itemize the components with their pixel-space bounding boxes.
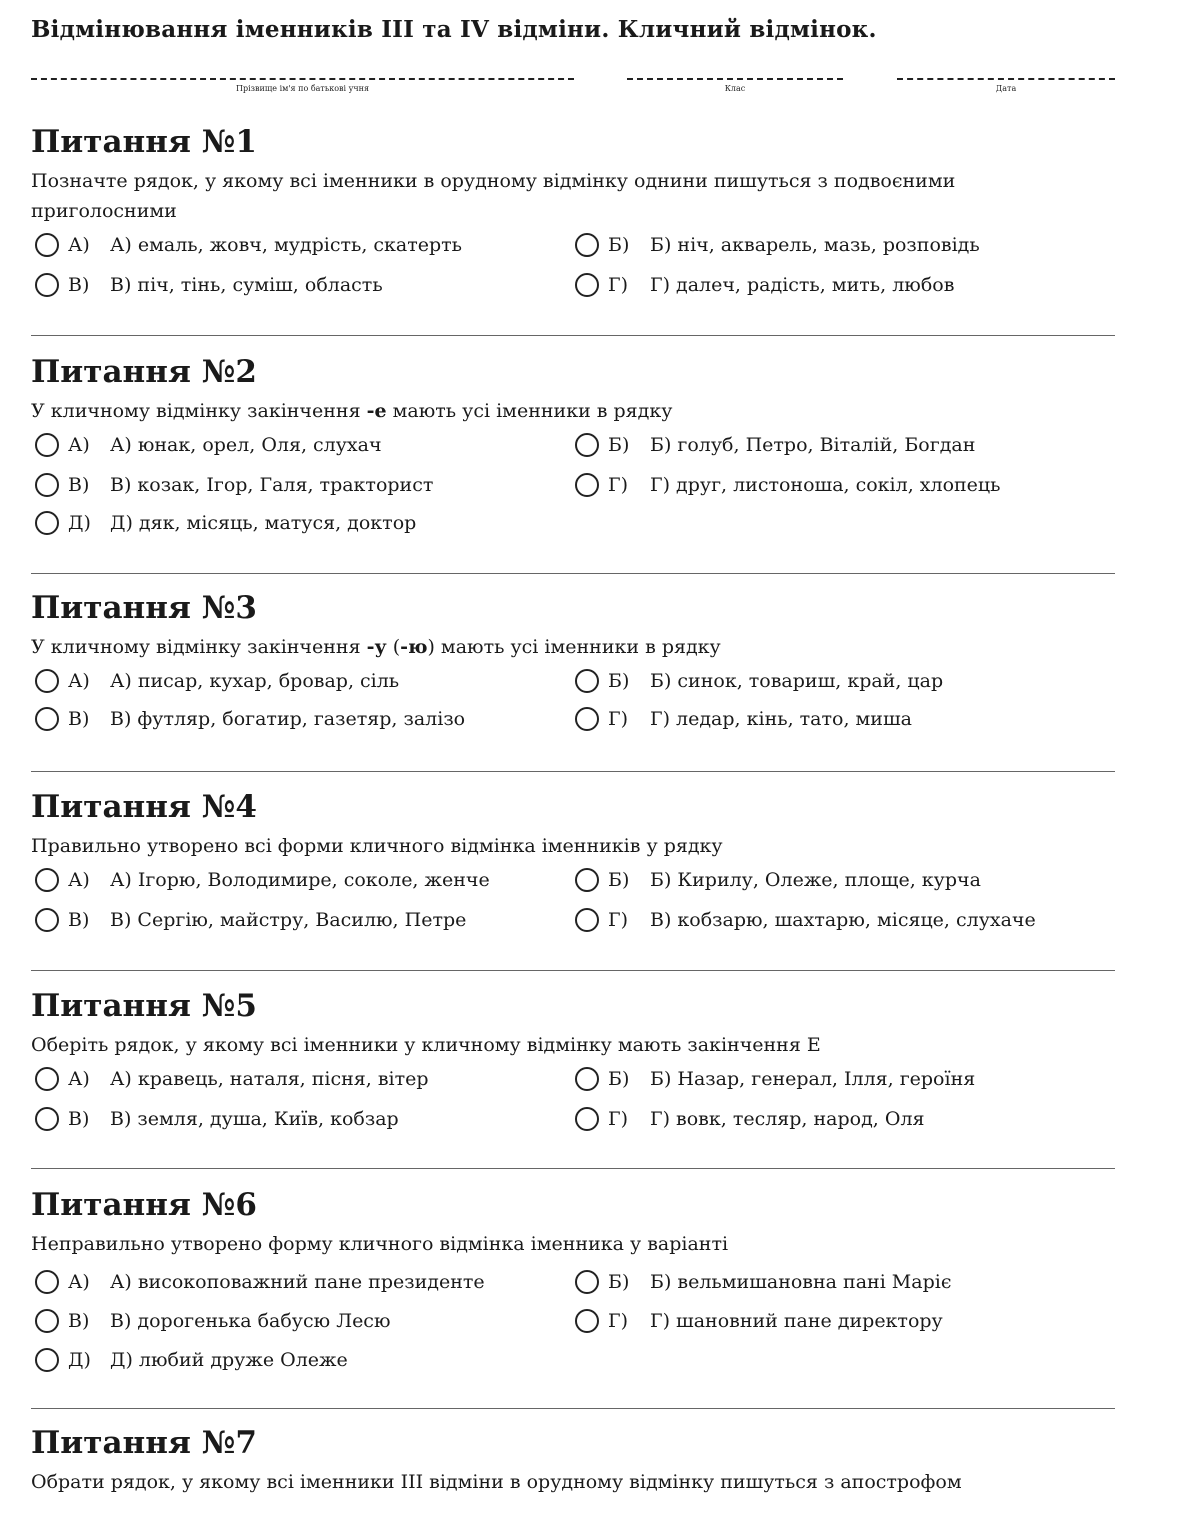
- option-a[interactable]: [35, 1064, 429, 1094]
- option-a[interactable]: [35, 230, 462, 260]
- option-text: Б) Назар, генерал, Ілля, героїня: [650, 1068, 976, 1090]
- question-heading: Питання №6: [31, 1187, 257, 1223]
- question-4: [31, 789, 1115, 945]
- option-letter: Д): [68, 512, 91, 534]
- option-letter: А): [68, 869, 90, 891]
- divider: [31, 573, 1115, 574]
- options-group: [31, 230, 1115, 310]
- option-a[interactable]: [35, 865, 490, 895]
- option-d[interactable]: [35, 1345, 348, 1375]
- options-group: [31, 430, 1115, 548]
- question-heading: Питання №7: [31, 1425, 257, 1461]
- option-g[interactable]: [575, 704, 912, 734]
- option-text: Б) Кирилу, Олеже, площе, курча: [650, 869, 981, 891]
- radio-button[interactable]: [35, 433, 59, 457]
- date-label: Дата: [995, 84, 1017, 93]
- option-text: Б) ніч, акварель, мазь, розповідь: [650, 234, 980, 256]
- option-text: А) юнак, орел, Оля, слухач: [110, 434, 382, 456]
- radio-button[interactable]: [575, 1270, 599, 1294]
- question-1: [31, 124, 1115, 310]
- option-letter: В): [68, 1108, 90, 1130]
- option-text: Б) голуб, Петро, Віталій, Богдан: [650, 434, 976, 456]
- radio-button[interactable]: [35, 1309, 59, 1333]
- radio-button[interactable]: [35, 1107, 59, 1131]
- radio-button[interactable]: [575, 233, 599, 257]
- radio-button[interactable]: [575, 669, 599, 693]
- option-letter: Б): [608, 670, 630, 692]
- options-group: [31, 865, 1115, 945]
- option-g[interactable]: [575, 1104, 925, 1134]
- option-letter: Г): [608, 909, 628, 931]
- option-g[interactable]: [575, 270, 954, 300]
- option-v[interactable]: [35, 704, 465, 734]
- question-heading: Питання №3: [31, 590, 257, 626]
- question-text: У кличному відмінку закінчення -е мають усі іменники в рядку: [31, 400, 673, 422]
- option-text: В) земля, душа, Київ, кобзар: [110, 1108, 399, 1130]
- radio-button[interactable]: [575, 473, 599, 497]
- document-title: Відмінювання іменників ІІІ та IV відміни. Кличний відмінок.: [31, 16, 877, 43]
- radio-button[interactable]: [35, 908, 59, 932]
- radio-button[interactable]: [575, 1107, 599, 1131]
- divider: [31, 1408, 1115, 1409]
- question-5: [31, 988, 1115, 1144]
- divider: [31, 771, 1115, 772]
- option-d[interactable]: [35, 508, 416, 538]
- option-letter: В): [68, 909, 90, 931]
- radio-button[interactable]: [35, 1067, 59, 1091]
- option-text: В) козак, Ігор, Галя, тракторист: [110, 474, 434, 496]
- question-heading: Питання №4: [31, 789, 257, 825]
- option-a[interactable]: [35, 666, 399, 696]
- question-text: Правильно утворено всі форми кличного відмінка іменників у рядку: [31, 835, 723, 857]
- options-group: [31, 1263, 1115, 1381]
- class-line[interactable]: [627, 62, 843, 80]
- divider: [31, 970, 1115, 971]
- option-text: В) піч, тінь, суміш, область: [110, 274, 383, 296]
- option-b[interactable]: [575, 430, 975, 460]
- option-text: А) високоповажний пане президенте: [110, 1271, 485, 1293]
- radio-button[interactable]: [575, 273, 599, 297]
- class-label: Клас: [724, 84, 746, 93]
- question-heading: Питання №1: [31, 124, 257, 160]
- radio-button[interactable]: [35, 707, 59, 731]
- option-text: В) футляр, богатир, газетяр, залізо: [110, 708, 466, 730]
- option-v[interactable]: [35, 1104, 399, 1134]
- option-letter: Г): [608, 474, 628, 496]
- option-letter: Б): [608, 234, 630, 256]
- radio-button[interactable]: [35, 233, 59, 257]
- option-text: Г) ледар, кінь, тато, миша: [650, 708, 912, 730]
- question-3: [31, 590, 1115, 744]
- option-letter: Г): [608, 708, 628, 730]
- option-g[interactable]: [575, 1306, 943, 1336]
- option-text: В) Сергію, майстру, Василю, Петре: [110, 909, 467, 931]
- option-letter: Г): [608, 1310, 628, 1332]
- options-group: [31, 1064, 1115, 1144]
- question-text: Позначте рядок, у якому всі іменники в орудному відмінку однини пишуться з подвоєними приголосними: [31, 170, 956, 222]
- option-letter: А): [68, 434, 90, 456]
- option-letter: А): [68, 1068, 90, 1090]
- option-text: Г) далеч, радість, мить, любов: [650, 274, 955, 296]
- option-a[interactable]: [35, 1267, 485, 1297]
- radio-button[interactable]: [35, 1348, 59, 1372]
- option-letter: В): [68, 1310, 90, 1332]
- option-text: Д) дяк, місяць, матуся, доктор: [110, 512, 417, 534]
- radio-button[interactable]: [575, 1067, 599, 1091]
- radio-button[interactable]: [575, 707, 599, 731]
- divider: [31, 335, 1115, 336]
- option-letter: Д): [68, 1349, 91, 1371]
- option-v[interactable]: [35, 1306, 391, 1336]
- option-v[interactable]: [35, 470, 433, 500]
- radio-button[interactable]: [35, 473, 59, 497]
- option-text: Г) вовк, тесляр, народ, Оля: [650, 1108, 925, 1130]
- option-letter: Б): [608, 869, 630, 891]
- option-text: Д) любий друже Олеже: [110, 1349, 348, 1371]
- student-name-field[interactable]: [31, 62, 574, 93]
- student-name-line[interactable]: [31, 62, 574, 80]
- question-2: [31, 354, 1115, 548]
- option-a[interactable]: [35, 430, 382, 460]
- option-b[interactable]: [575, 865, 981, 895]
- radio-button[interactable]: [575, 908, 599, 932]
- option-text: А) емаль, жовч, мудрість, скатерть: [110, 234, 463, 256]
- option-b[interactable]: [575, 1267, 951, 1297]
- option-v[interactable]: [35, 270, 383, 300]
- option-letter: А): [68, 1271, 90, 1293]
- question-6: [31, 1187, 1115, 1381]
- option-text: В) кобзарю, шахтарю, місяце, слухаче: [650, 909, 1036, 931]
- option-letter: В): [68, 708, 90, 730]
- option-b[interactable]: [575, 1064, 975, 1094]
- option-letter: Б): [608, 1271, 630, 1293]
- radio-button[interactable]: [575, 868, 599, 892]
- option-b[interactable]: [575, 666, 943, 696]
- option-letter: А): [68, 234, 90, 256]
- radio-button[interactable]: [35, 511, 59, 535]
- question-text: У кличному відмінку закінчення -у (-ю) мають усі іменники в рядку: [31, 636, 721, 658]
- option-letter: Б): [608, 1068, 630, 1090]
- question-heading: Питання №2: [31, 354, 257, 390]
- radio-button[interactable]: [35, 1270, 59, 1294]
- option-letter: Б): [608, 434, 630, 456]
- option-text: Г) друг, листоноша, сокіл, хлопець: [650, 474, 1001, 496]
- option-g[interactable]: [575, 905, 1036, 935]
- question-7: [31, 1425, 1115, 1497]
- radio-button[interactable]: [575, 433, 599, 457]
- option-letter: В): [68, 274, 90, 296]
- radio-button[interactable]: [575, 1309, 599, 1333]
- option-g[interactable]: [575, 470, 1000, 500]
- question-text: Обрати рядок, у якому всі іменники ІІІ відміни в орудному відмінку пишуться з апострофом: [31, 1471, 962, 1493]
- radio-button[interactable]: [35, 868, 59, 892]
- student-name-label: Прізвище ім'я по батькові учня: [236, 84, 369, 93]
- option-text: В) дорогенька бабусю Лесю: [110, 1310, 391, 1332]
- divider: [31, 1168, 1115, 1169]
- date-line[interactable]: [897, 62, 1115, 80]
- date-field[interactable]: [897, 62, 1115, 93]
- question-text: Оберіть рядок, у якому всі іменники у кличному відмінку мають закінчення Е: [31, 1034, 821, 1056]
- class-field[interactable]: [627, 62, 843, 93]
- question-text: Неправильно утворено форму кличного відмінка іменника у варіанті: [31, 1233, 729, 1255]
- option-v[interactable]: [35, 905, 466, 935]
- option-text: Г) шановний пане директору: [650, 1310, 943, 1332]
- options-group: [31, 666, 1115, 744]
- option-text: А) кравець, наталя, пісня, вітер: [110, 1068, 429, 1090]
- option-text: Б) синок, товариш, край, цар: [650, 670, 944, 692]
- option-text: А) Ігорю, Володимире, соколе, женче: [110, 869, 490, 891]
- question-heading: Питання №5: [31, 988, 257, 1024]
- option-text: А) писар, кухар, бровар, сіль: [110, 670, 400, 692]
- option-text: Б) вельмишановна пані Маріє: [650, 1271, 952, 1293]
- option-letter: А): [68, 670, 90, 692]
- option-letter: Г): [608, 1108, 628, 1130]
- option-letter: Г): [608, 274, 628, 296]
- radio-button[interactable]: [35, 273, 59, 297]
- radio-button[interactable]: [35, 669, 59, 693]
- option-b[interactable]: [575, 230, 980, 260]
- option-letter: В): [68, 474, 90, 496]
